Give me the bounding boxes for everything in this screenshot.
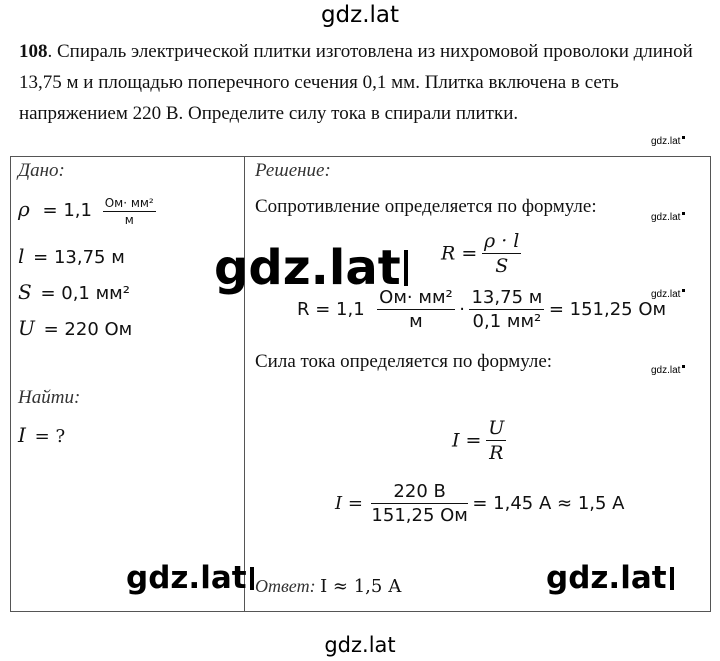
area-symbol: S bbox=[18, 280, 32, 304]
watermark-top: gdz.lat bbox=[320, 2, 400, 28]
column-divider bbox=[244, 156, 245, 612]
resistance-formula-numerator: ρ · l bbox=[484, 230, 520, 252]
resistance-calc-unit-denominator: м bbox=[409, 311, 423, 332]
find-value: = ? bbox=[34, 426, 66, 447]
watermark-small: gdz.lat bbox=[651, 212, 685, 223]
voltage-value: = 220 Ом bbox=[43, 319, 133, 340]
resistance-formula-lhs: R = bbox=[441, 242, 478, 265]
resistance-calc-values-denominator: 0,1 мм² bbox=[472, 311, 542, 332]
watermark-small: gdz.lat bbox=[651, 136, 685, 147]
find-symbol: I bbox=[18, 423, 26, 447]
answer-value: I ≈ 1,5 А bbox=[320, 576, 402, 597]
current-text: Сила тока определяется по формуле: bbox=[255, 351, 553, 372]
current-formula-denominator: R bbox=[489, 442, 504, 464]
find-header: Найти: bbox=[18, 387, 81, 408]
current-calc-lhs: I = bbox=[335, 493, 363, 514]
watermark-medium-right: gdz.lat bbox=[546, 560, 674, 596]
rho-unit bbox=[103, 196, 156, 227]
current-formula-fraction bbox=[486, 417, 506, 464]
rho-value: = 1,1 bbox=[42, 199, 92, 221]
current-calc-result: = 1,45 А ≈ 1,5 А bbox=[472, 493, 625, 514]
problem-statement bbox=[19, 36, 709, 129]
current-calculation bbox=[335, 481, 624, 526]
current-formula-lhs: I = bbox=[452, 429, 482, 452]
given-voltage bbox=[18, 316, 132, 341]
length-value: = 13,75 м bbox=[33, 247, 125, 268]
length-symbol: l bbox=[18, 244, 25, 268]
resistance-calc-fraction-values bbox=[469, 287, 544, 332]
given-rho bbox=[18, 196, 156, 227]
resistance-calc-dot: · bbox=[459, 299, 465, 320]
current-calc-numerator: 220 В bbox=[371, 481, 467, 504]
rho-symbol: ρ bbox=[18, 196, 30, 221]
resistance-text: Сопротивление определяется по формуле: bbox=[255, 196, 597, 217]
problem-text: . Спираль электрической плитки изготовлена из нихромовой проволоки длиной 13,75 м и площадью поперечного сечения 0,1 мм. Плитка включена в сеть напряжением 220 В. Определите силу тока в спирали плитки. bbox=[19, 41, 693, 124]
current-calc-fraction bbox=[371, 481, 467, 526]
given-header: Дано: bbox=[18, 160, 65, 181]
rho-unit-numerator: Ом· мм² bbox=[104, 196, 154, 210]
answer bbox=[255, 576, 402, 597]
current-formula bbox=[452, 417, 506, 464]
given-length bbox=[18, 244, 125, 269]
resistance-formula-fraction bbox=[482, 230, 521, 277]
resistance-formula bbox=[441, 230, 521, 277]
resistance-calc-lhs: R = 1,1 bbox=[297, 299, 365, 320]
answer-label: Ответ: bbox=[255, 576, 316, 596]
rho-unit-denominator: м bbox=[124, 213, 134, 227]
watermark-medium-left: gdz.lat bbox=[126, 560, 254, 596]
watermark-large: gdz.lat bbox=[214, 240, 408, 296]
resistance-formula-denominator: S bbox=[495, 255, 509, 277]
current-formula-numerator: U bbox=[488, 417, 505, 439]
resistance-calc-values-numerator: 13,75 м bbox=[471, 287, 543, 308]
watermark-small: gdz.lat bbox=[651, 289, 685, 300]
resistance-calc-unit-numerator: Ом· мм² bbox=[379, 287, 453, 308]
problem-number: 108 bbox=[19, 41, 48, 62]
area-value: = 0,1 мм² bbox=[40, 283, 130, 304]
resistance-calc-result: = 151,25 Ом bbox=[548, 299, 667, 320]
watermark-small: gdz.lat bbox=[651, 365, 685, 376]
current-calc-denominator: 151,25 Ом bbox=[371, 505, 468, 526]
watermark-bottom: gdz.lat bbox=[324, 633, 396, 657]
voltage-symbol: U bbox=[18, 316, 35, 340]
solution-header: Решение: bbox=[255, 160, 331, 181]
find-current bbox=[18, 423, 65, 448]
given-area bbox=[18, 280, 130, 305]
